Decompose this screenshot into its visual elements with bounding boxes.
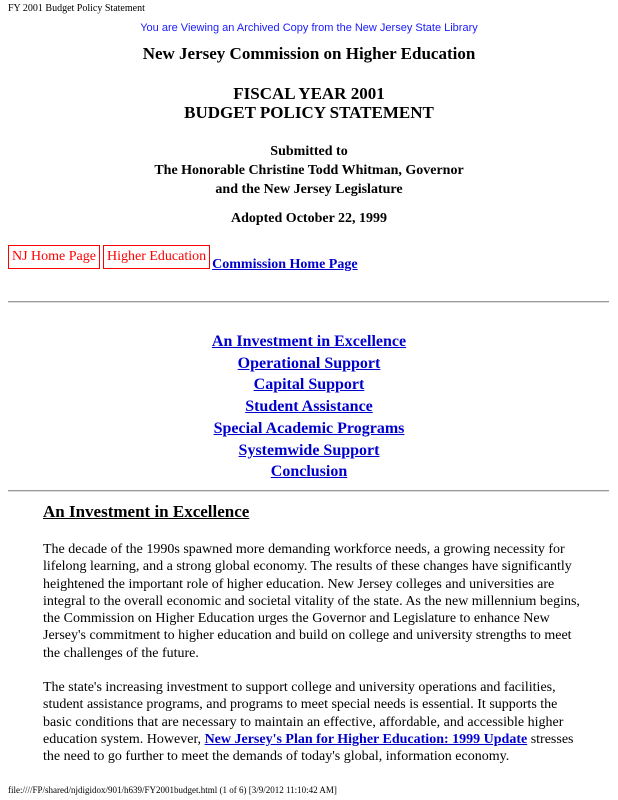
document-title — [0, 84, 618, 122]
toc-link-systemwide[interactable]: Systemwide Support — [238, 441, 380, 459]
fiscal-year-heading: FISCAL YEAR 2001 — [233, 84, 385, 103]
table-of-contents — [0, 331, 618, 483]
paragraph-2-text-before: The state's increasing investment to support college and university operations and facilities, student assistance programs, and programs to meet special needs is essential. It supports the basic conditions that are necessary to maintain an effective, affordable, and accessible higher education system. However, — [43, 680, 564, 747]
paragraph-2-text-after: stresses the need to go further to meet the demands of today's global, information economy. — [43, 731, 574, 765]
adopted-date: Adopted October 22, 1999 — [230, 211, 388, 226]
submitted-to-label: Submitted to — [270, 144, 348, 159]
browser-page-title: FY 2001 Budget Policy Statement — [8, 3, 145, 14]
plan-update-link[interactable]: New Jersey's Plan for Higher Education: 1999 Update — [204, 731, 528, 747]
commission-home-page-link[interactable]: Commission Home Page — [212, 257, 358, 272]
nav-links-row — [8, 245, 358, 272]
section-title: An Investment in Excellence — [43, 502, 250, 521]
commission-heading: New Jersey Commission on Higher Education — [142, 44, 476, 63]
archive-notice: You are Viewing an Archived Copy from the New Jersey State Library — [140, 22, 478, 34]
recipient-line-2: and the New Jersey Legislature — [215, 182, 403, 197]
toc-link-operational[interactable]: Operational Support — [237, 354, 381, 372]
file-path-footer: file:////FP/shared/njdigidox/901/h639/FY2001budget.html (1 of 6) [3/9/2012 11:10:42 AM] — [8, 785, 337, 795]
divider-bottom — [8, 490, 609, 492]
toc-link-conclusion[interactable]: Conclusion — [270, 463, 348, 481]
toc-link-capital[interactable]: Capital Support — [253, 376, 365, 394]
divider-top — [8, 301, 609, 303]
statement-heading: BUDGET POLICY STATEMENT — [184, 103, 434, 122]
paragraph-2 — [43, 679, 588, 765]
nj-home-page-link[interactable]: NJ Home Page — [8, 245, 100, 269]
recipient-line-1: The Honorable Christine Todd Whitman, Governor — [154, 163, 464, 178]
toc-link-investment[interactable]: An Investment in Excellence — [211, 333, 407, 350]
toc-link-special-academic[interactable]: Special Academic Programs — [213, 419, 405, 437]
higher-education-link[interactable]: Higher Education — [103, 245, 210, 269]
paragraph-1: The decade of the 1990s spawned more demanding workforce needs, a growing necessity for lifelong learning, and a strong global economy. The results of these changes have significantly heightened the important role of higher education. New Jersey colleges and universities are integral to the overall economic and societal vitality of the state. As the new millennium begins, the Commission on Higher Education urges the Governor and Legislature to enhance New Jersey's commitment to higher education and build on college and university strengths to meet the challenges of the future. — [43, 542, 580, 661]
toc-link-student-assistance[interactable]: Student Assistance — [245, 398, 373, 416]
submission-block — [0, 142, 618, 199]
